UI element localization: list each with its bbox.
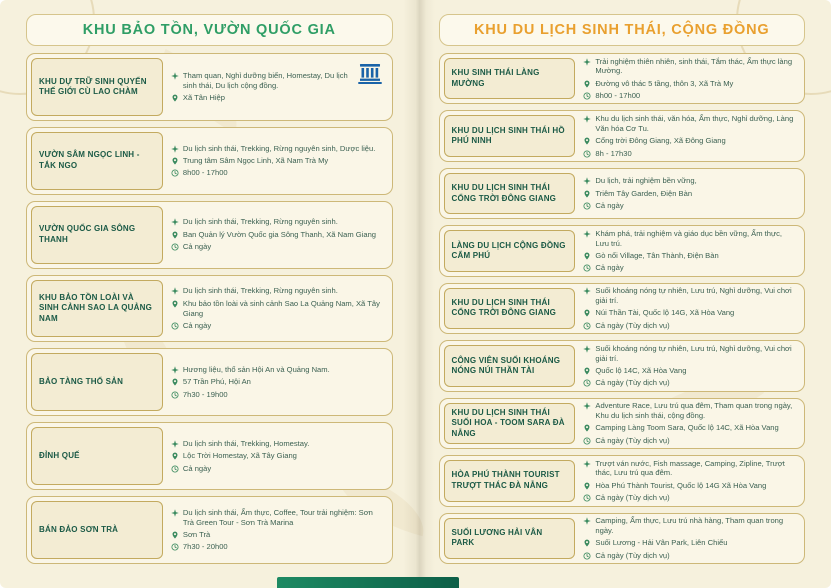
detail-text: Cả ngày (Tùy dịch vụ) [595, 493, 670, 503]
detail-text: Du lịch sinh thái, Trekking, Rừng nguyên sinh. [182, 286, 338, 296]
detail-text: Suối khoáng nóng tự nhiên, Lưu trú, Nghỉ dưỡng, Vui chơi giải trí. [595, 286, 792, 306]
entry-name: CÔNG VIÊN SUỐI KHOÁNG NÓNG NÚI THẦN TÀI [444, 345, 576, 386]
clock-icon [583, 264, 591, 272]
detail-text: 57 Trần Phú, Hội An [182, 377, 251, 387]
detail-text: Cổng trời Đông Giang, Xã Đông Giang [595, 136, 726, 146]
detail-line [171, 508, 385, 528]
entry-name: KHU DỰ TRỮ SINH QUYỂN THẾ GIỚI CÙ LAO CHÀM [31, 58, 163, 116]
detail-line [171, 299, 385, 319]
detail-text: Cả ngày [595, 201, 624, 211]
entry-details [170, 501, 388, 559]
clock-icon [583, 494, 591, 502]
detail-line [171, 464, 385, 474]
detail-line [171, 156, 385, 166]
clock-icon [171, 465, 179, 473]
activity-icon [583, 345, 591, 353]
detail-line [583, 263, 797, 273]
detail-text: Cả ngày [595, 263, 624, 273]
entry-name: BÁN ĐẢO SƠN TRÀ [31, 501, 163, 559]
entry-card [439, 225, 806, 276]
entry-name: VƯỜN SÂM NGỌC LINH - TẮK NGO [31, 132, 163, 190]
detail-text: Du lịch sinh thái, Trekking, Rừng nguyên sinh, Dược liệu. [182, 143, 376, 153]
clock-icon [171, 391, 179, 399]
detail-text: Cả ngày [182, 242, 212, 252]
detail-text: Đường vô thác 5 tầng, thôn 3, Xã Trà My [595, 78, 734, 88]
detail-text: Khu du lịch sinh thái, văn hóa, Ẩm thực, Nghỉ dưỡng, Làng Văn hóa Cơ Tu. [595, 113, 794, 133]
detail-text: Cả ngày (Tùy dịch vụ) [595, 435, 670, 445]
detail-text: Du lịch sinh thái, Trekking, Rừng nguyên sinh. [182, 217, 338, 227]
entry-card [26, 275, 393, 343]
detail-line [583, 91, 797, 101]
detail-text: Trung tâm Sâm Ngọc Linh, Xã Nam Trà My [182, 155, 329, 165]
detail-line [583, 551, 797, 561]
entry-details [170, 206, 388, 264]
detail-line [583, 538, 797, 548]
location-icon [583, 80, 591, 88]
entry-card [439, 53, 806, 104]
detail-text: Sơn Trà [182, 530, 211, 540]
detail-line [171, 230, 385, 240]
detail-text: Hương liệu, thổ sản Hội An và Quảng Nam. [182, 365, 330, 375]
entry-card [26, 348, 393, 416]
detail-line [583, 251, 797, 261]
detail-text: Ban Quản lý Vườn Quốc gia Sông Thanh, Xã Nam Giang [182, 229, 377, 239]
entry-details [170, 280, 388, 338]
detail-line [583, 516, 797, 536]
clock-icon [583, 92, 591, 100]
detail-text: Quốc lộ 14C, Xã Hòa Vang [595, 365, 687, 375]
location-icon [171, 300, 179, 308]
detail-line [583, 308, 797, 318]
entry-card [439, 455, 806, 506]
detail-line [171, 286, 385, 296]
footer-bar [277, 577, 459, 588]
detail-line [583, 401, 797, 421]
detail-text: Du lịch sinh thái, Ẩm thực, Coffee, Tour trải nghiệm: Sơn Trà Green Tour - Sơn Trà Marina [182, 507, 373, 527]
detail-line [583, 189, 797, 199]
detail-line [171, 321, 385, 331]
entry-name: KHU BẢO TỒN LOÀI VÀ SINH CẢNH SAO LA QUẢNG NAM [31, 280, 163, 338]
detail-text: Lộc Trời Homestay, Xã Tây Giang [182, 451, 297, 461]
activity-icon [171, 287, 179, 295]
entry-details [170, 427, 388, 485]
detail-text: Xã Tân Hiệp [182, 93, 225, 103]
entry-name: KHU DU LỊCH SINH THÁI CỔNG TRỜI ĐÔNG GIANG [444, 173, 576, 214]
location-icon [583, 424, 591, 432]
clock-icon [171, 169, 179, 177]
clock-icon [583, 202, 591, 210]
detail-line [583, 136, 797, 146]
activity-icon [583, 177, 591, 185]
location-icon [171, 531, 179, 539]
column-ecotourism [439, 14, 806, 564]
entry-card [439, 340, 806, 391]
detail-text: Núi Thần Tài, Quốc lộ 14G, Xã Hòa Vang [595, 308, 735, 318]
detail-line [583, 481, 797, 491]
entry-card [439, 398, 806, 449]
detail-text: 8h00 - 17h00 [595, 91, 641, 101]
location-icon [583, 309, 591, 317]
column-conservation [26, 14, 393, 564]
detail-text: Gò nổi Village, Tân Thành, Điện Bàn [595, 251, 719, 261]
location-icon [583, 367, 591, 375]
entry-details [582, 173, 800, 214]
activity-icon [583, 402, 591, 410]
detail-text: Adventure Race, Lưu trú qua đêm, Tham quan trong ngày, Khu du lịch sinh thái, cộng đồng. [595, 401, 793, 420]
entry-name: KHU SINH THÁI LÀNG MƯỜNG [444, 58, 576, 99]
activity-icon [171, 440, 179, 448]
location-icon [583, 190, 591, 198]
entry-details [170, 132, 388, 190]
detail-text: Camping, Ẩm thực, Lưu trú nhà hàng, Tham quan trong ngày. [595, 516, 784, 535]
entry-card [439, 168, 806, 219]
entry-details [582, 345, 800, 386]
detail-line [583, 57, 797, 77]
activity-icon [583, 230, 591, 238]
detail-line [171, 242, 385, 252]
column-title-conservation: KHU BẢO TỒN, VƯỜN QUỐC GIA [26, 14, 393, 46]
activity-icon [171, 366, 179, 374]
entry-card [26, 127, 393, 195]
entry-name: KHU DU LỊCH SINH THÁI CỔNG TRỜI ĐÔNG GIANG [444, 288, 576, 329]
entry-details [582, 288, 800, 329]
detail-text: Trải nghiệm thiên nhiên, sinh thái, Tắm thác, Ẩm thực làng Mường. [595, 56, 793, 76]
activity-icon [171, 218, 179, 226]
entry-details [582, 58, 800, 99]
detail-text: Camping Làng Toom Sara, Quốc lộ 14C, Xã Hòa Vang [595, 423, 779, 433]
entry-card [26, 201, 393, 269]
entry-name: SUỐI LƯƠNG HẢI VÂN PARK [444, 518, 576, 559]
location-icon [171, 378, 179, 386]
entry-details [582, 403, 800, 444]
entry-name: KHU DU LỊCH SINH THÁI SUỐI HOA - TOOM SARA ĐÀ NẴNG [444, 403, 576, 444]
detail-line [583, 493, 797, 503]
clock-icon [583, 552, 591, 560]
location-icon [171, 452, 179, 460]
detail-line [583, 229, 797, 249]
detail-line [171, 168, 385, 178]
clock-icon [171, 322, 179, 330]
detail-text: Khám phá, trải nghiệm và giáo dục bền vững, Ẩm thực, Lưu trú. [595, 228, 783, 248]
entry-name: LÀNG DU LỊCH CỘNG ĐỒNG CẨM PHÚ [444, 230, 576, 271]
detail-text: Suối Lương - Hải Vân Park, Liên Chiểu [595, 538, 728, 548]
detail-text: Cả ngày [182, 463, 212, 473]
entry-card [439, 513, 806, 564]
detail-line [583, 344, 797, 364]
location-icon [583, 482, 591, 490]
detail-line [583, 176, 797, 186]
detail-text: Khu bảo tồn loài và sinh cảnh Sao La Quảng Nam, Xã Tây Giang [182, 298, 380, 318]
detail-line [583, 114, 797, 134]
detail-text: Trượt ván nước, Fish massage, Camping, Zipline, Trượt thác, Lưu trú qua đêm. [595, 458, 785, 478]
detail-line [583, 321, 797, 331]
entry-details [170, 353, 388, 411]
activity-icon [583, 115, 591, 123]
entry-name: KHU DU LỊCH SINH THÁI HỒ PHÚ NINH [444, 115, 576, 156]
activity-icon [583, 517, 591, 525]
detail-line [583, 79, 797, 89]
location-icon [171, 231, 179, 239]
detail-line [583, 378, 797, 388]
detail-text: 8h - 17h30 [595, 148, 632, 158]
entry-name: VƯỜN QUỐC GIA SÔNG THANH [31, 206, 163, 264]
activity-icon [583, 287, 591, 295]
entries-list-conservation [26, 53, 393, 564]
detail-text: Cả ngày (Tùy dịch vụ) [595, 378, 670, 388]
entry-card [26, 496, 393, 564]
detail-line [171, 144, 385, 154]
detail-line [171, 390, 385, 400]
location-icon [171, 157, 179, 165]
entry-name: BẢO TÀNG THỔ SẢN [31, 353, 163, 411]
detail-text: 7h30 - 20h00 [182, 542, 228, 552]
detail-line [583, 366, 797, 376]
detail-line [171, 71, 356, 91]
clock-icon [171, 543, 179, 551]
detail-text: Triêm Tây Garden, Điện Bàn [595, 188, 693, 198]
clock-icon [171, 243, 179, 251]
detail-line [583, 436, 797, 446]
location-icon [583, 137, 591, 145]
detail-text: 7h30 - 19h00 [182, 389, 228, 399]
location-icon [583, 539, 591, 547]
entry-details [582, 230, 800, 271]
detail-line [583, 201, 797, 211]
clock-icon [583, 379, 591, 387]
unesco-icon [357, 63, 383, 85]
location-icon [583, 252, 591, 260]
detail-line [583, 423, 797, 433]
entry-details [582, 115, 800, 156]
activity-icon [171, 509, 179, 517]
detail-line [171, 530, 385, 540]
entry-details [582, 460, 800, 501]
activity-icon [583, 460, 591, 468]
detail-line [171, 542, 385, 552]
entry-card [26, 422, 393, 490]
clock-icon [583, 437, 591, 445]
detail-text: Du lịch sinh thái, Trekking, Homestay. [182, 438, 310, 448]
clock-icon [583, 322, 591, 330]
detail-line [583, 286, 797, 306]
detail-text: Cả ngày (Tùy dịch vụ) [595, 320, 670, 330]
detail-line [583, 459, 797, 479]
activity-icon [583, 58, 591, 66]
entries-list-ecotourism [439, 53, 806, 564]
detail-line [171, 93, 356, 103]
detail-line [171, 451, 385, 461]
activity-icon [171, 72, 179, 80]
detail-line [583, 149, 797, 159]
column-title-ecotourism: KHU DU LỊCH SINH THÁI, CỘNG ĐỒNG [439, 14, 806, 46]
entry-card [26, 53, 393, 121]
detail-text: Suối khoáng nóng tự nhiên, Lưu trú, Nghỉ dưỡng, Vui chơi giải trí. [595, 343, 792, 363]
activity-icon [171, 145, 179, 153]
detail-text: Cả ngày (Tùy dịch vụ) [595, 550, 670, 560]
entry-name: ĐỈNH QUẾ [31, 427, 163, 485]
detail-line [171, 439, 385, 449]
entry-name: HÒA PHÚ THÀNH TOURIST TRƯỢT THÁC ĐÀ NẴNG [444, 460, 576, 501]
entry-card [439, 110, 806, 161]
detail-text: Hòa Phú Thành Tourist, Quốc lộ 14G Xã Hòa Vang [595, 480, 767, 490]
detail-text: 8h00 - 17h00 [182, 168, 228, 178]
clock-icon [583, 150, 591, 158]
entry-details [170, 58, 388, 116]
entry-card [439, 283, 806, 334]
detail-line [171, 377, 385, 387]
detail-text: Cả ngày [182, 320, 212, 330]
detail-text: Du lịch, trải nghiệm bền vững, [595, 176, 697, 186]
location-icon [171, 94, 179, 102]
detail-text: Tham quan, Nghỉ dưỡng biển, Homestay, Du lịch sinh thái, Du lịch cộng đồng. [182, 70, 348, 90]
detail-line [171, 217, 385, 227]
entry-details [582, 518, 800, 559]
detail-line [171, 365, 385, 375]
